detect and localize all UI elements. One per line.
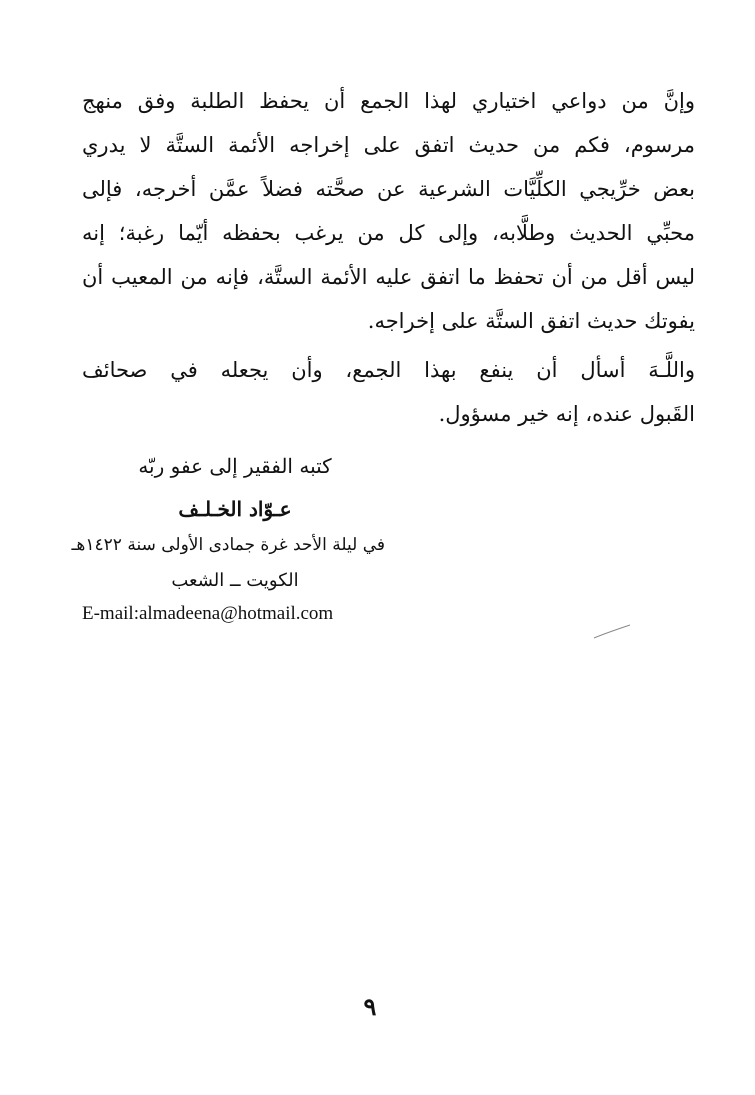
signature-email: E-mail:almadeena@hotmail.com (82, 603, 334, 624)
paragraph-1-line-6: يفوتك حديث اتفق الستَّة على إخراجه. (367, 309, 695, 333)
paragraph-1-line-5: ليس أقل من أن تحفظ ما اتفق عليه الأئمة الستَّة، فإنه من المعيب أن (82, 265, 695, 289)
signature-intro: كتبه الفقير إلى عفو ربّه (138, 454, 332, 478)
paragraph-1 (82, 79, 695, 343)
signature-place: الكويت ــ الشعب (171, 570, 299, 591)
paragraph-1-line-3: بعض خرِّيجي الكلِّيَّات الشرعية عن صحَّته فضلاً عمَّن أخرجه، فإلى (82, 177, 695, 201)
paragraph-2-line-1: واللَّـهَ أسأل أن ينفع بهذا الجمع، وأن يجعله في صحائف (82, 358, 695, 382)
page-number: ٩ (363, 992, 377, 1021)
paragraph-1-line-4: محبِّي الحديث وطلَّابه، وإلى كل من يرغب بحفظه أيّما رغبة؛ إنه (82, 221, 695, 245)
paragraph-1-line-2: مرسوم، فكم من حديث اتفق على إخراجه الأئمة الستَّة لا يدري (82, 133, 695, 157)
signature-author-name: عـوّاد الخـلـف (178, 497, 292, 521)
signature-date: في ليلة الأحد غرة جمادى الأولى سنة ١٤٢٢هـ (71, 535, 385, 555)
paragraph-1-line-1: وإنَّ من دواعي اختياري لهذا الجمع أن يحفظ الطلبة وفق منهج (82, 89, 695, 113)
paragraph-2-line-2: القَبول عنده، إنه خير مسؤول. (438, 402, 695, 426)
stray-pen-mark-icon (592, 622, 632, 642)
paragraph-2 (82, 348, 695, 436)
